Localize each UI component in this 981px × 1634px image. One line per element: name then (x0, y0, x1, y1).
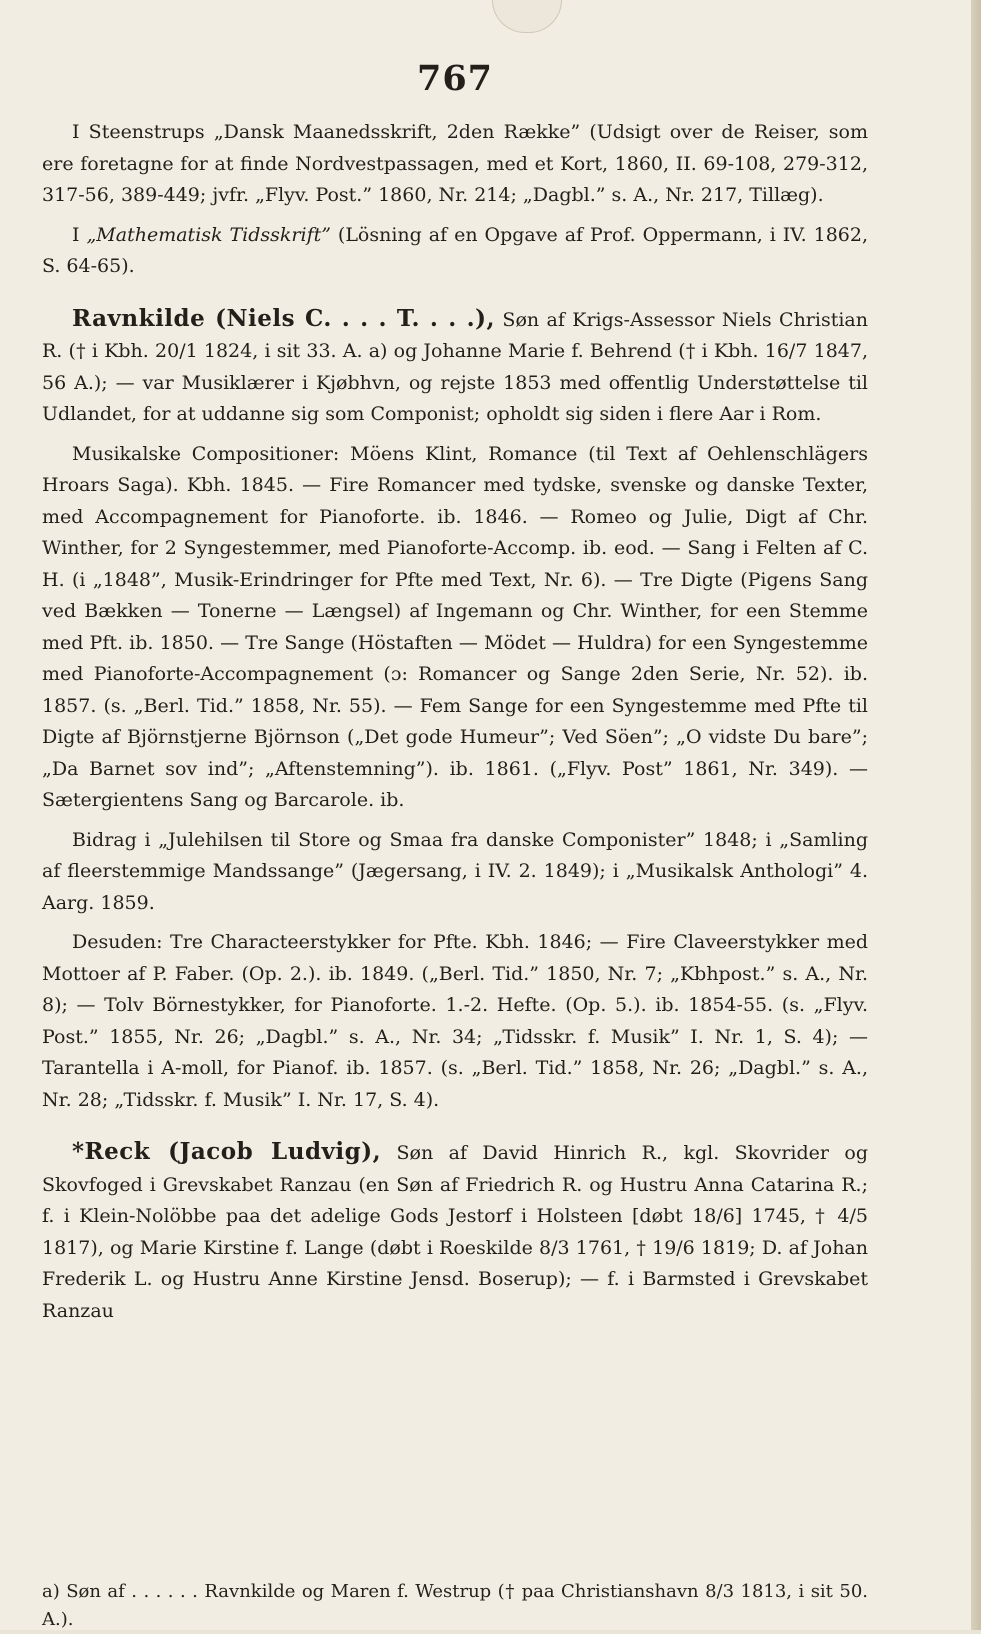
paragraph-mathematisk-intro: I (72, 223, 87, 246)
page-number: 767 (416, 58, 494, 99)
entry-ravnkilde (42, 303, 868, 431)
journal-title: „Mathematisk Tidsskrift” (86, 223, 331, 246)
paragraph-desuden: Desuden: Tre Characteerstykker for Pfte. Kbh. 1846; — Fire Claveerstykker med Mottoer af P. Faber. (Op. 2.). ib. 1849. („Berl. Tid.” 1850, Nr. 7; „Kbhpost.” s. A., Nr. 8); — Tolv Börnestykker, for Pianoforte. 1.-2. Hefte. (Op. 5.). ib. 1854-55. (s. „Flyv. Post.” 1855, Nr. 26; „Dagbl.” s. A., Nr. 34; „Tidsskr. f. Musik” I. Nr. 1, S. 4); — Tarantella i A-moll, for Pianof. ib. 1857. (s. „Berl. Tid.” 1858, Nr. 26; „Dagbl.” s. A., Nr. 28; „Tidsskr. f. Musik” I. Nr. 17, S. 4). (42, 931, 868, 1111)
paragraph-mathematisk-rest: (Lösning af en Opgave af Prof. Oppermann, i IV. 1862, S. 64-65). (42, 223, 869, 277)
page-content (42, 58, 868, 1327)
paragraph-mathematisk (42, 220, 868, 283)
footnote: a) Søn af . . . . . . Ravnkilde og Maren f. Westrup († paa Christianshavn 8/3 1813, i sit 50. A.). (42, 1581, 868, 1630)
entry-reck (42, 1136, 868, 1327)
entry-reck-text: Søn af David Hinrich R., kgl. Skovrider og Skovfoged i Grevskabet Ranzau (en Søn af Friedrich R. og Hustru Anna Catarina R.; f. i Klein-Nolöbbe paa det adelige Gods Jestorf i Holsteen [døbt 18/6] 1745, † 4/5 1817), og Marie Kirstine f. Lange (døbt i Roeskilde 8/3 1761, † 19/6 1819; D. af Johan Frederik L. og Hustru Anne Kirstine Jensd. Boserup); — f. i Barmsted i Grevskabet Ranzau (42, 1142, 868, 1322)
entry-ravnkilde-text: Søn af Krigs-Assessor Niels Christian R. († i Kbh. 20/1 1824, i sit 33. A. a) og Johanne Marie f. Behrend († i Kbh. 16/7 1847, 56 A.); — var Musiklærer i Kjøbhvn, og rejste 1853 med offentlig Understøttelse til Udlandet, for at uddanne sig som Componist; opholdt sig siden i flere Aar i Rom. (42, 308, 868, 425)
binding-mark (492, 0, 562, 33)
page-edge (971, 0, 981, 1630)
entry-ravnkilde-title: Ravnkilde (Niels C. . . . T. . . .), (72, 304, 496, 332)
paragraph-compositions: Musikalske Compositioner: Möens Klint, Romance (til Text af Oehlenschlägers Hroars Saga). Kbh. 1845. — Fire Romancer med tydske, svenske og danske Texter, med Accompagnement for Pianoforte. ib. 1846. — Romeo og Julie, Digt af Chr. Winther, for 2 Syngestemmer, med Pianoforte-Accomp. ib. eod. — Sang i Felten af C. H. (i „1848”, Musik-Erindringer for Pfte med Text, Nr. 6). — Tre Digte (Pigens Sang ved Bækken — Tonerne — Længsel) af Ingemann og Chr. Winther, for een Stemme med Pft. ib. 1850. — Tre Sange (Höstaften — Mödet — Huldra) for een Syngestemme med Pianoforte-Accompagnement (ɔ: Romancer og Sange 2den Serie, Nr. 52). ib. 1857. (s. „Berl. Tid.” 1858, Nr. 55). — Fem Sange for een Syngestemme med Pfte til Digte af Björnstjerne Björnson („Det gode Humeur”; Ved Söen”; „O vidste Du bare”; „Da Barnet sov ind”; „Aftenstemning”). ib. 1861. („Flyv. Post” 1861, Nr. 349). — Sætergientens Sang og Barcarole. ib. (42, 442, 868, 811)
paragraph-contributions: Bidrag i „Julehilsen til Store og Smaa fra danske Componister” 1848; i „Samling af fleerstemmige Mandssange” (Jægersang, i IV. 2. 1849); i „Musikalsk Anthologi” 4. Aarg. 1859. (42, 828, 868, 914)
paragraph-steenstrup: I Steenstrups „Dansk Maanedsskrift, 2den Række” (Udsigt over de Reiser, som ere foretagne for at finde Nordvestpassagen, med et Kort, 1860, II. 69-108, 279-312, 317-56, 389-449; jvfr. „Flyv. Post.” 1860, Nr. 214; „Dagbl.” s. A., Nr. 217, Tillæg). (42, 121, 868, 206)
entry-reck-title: *Reck (Jacob Ludvig), (72, 1138, 382, 1165)
